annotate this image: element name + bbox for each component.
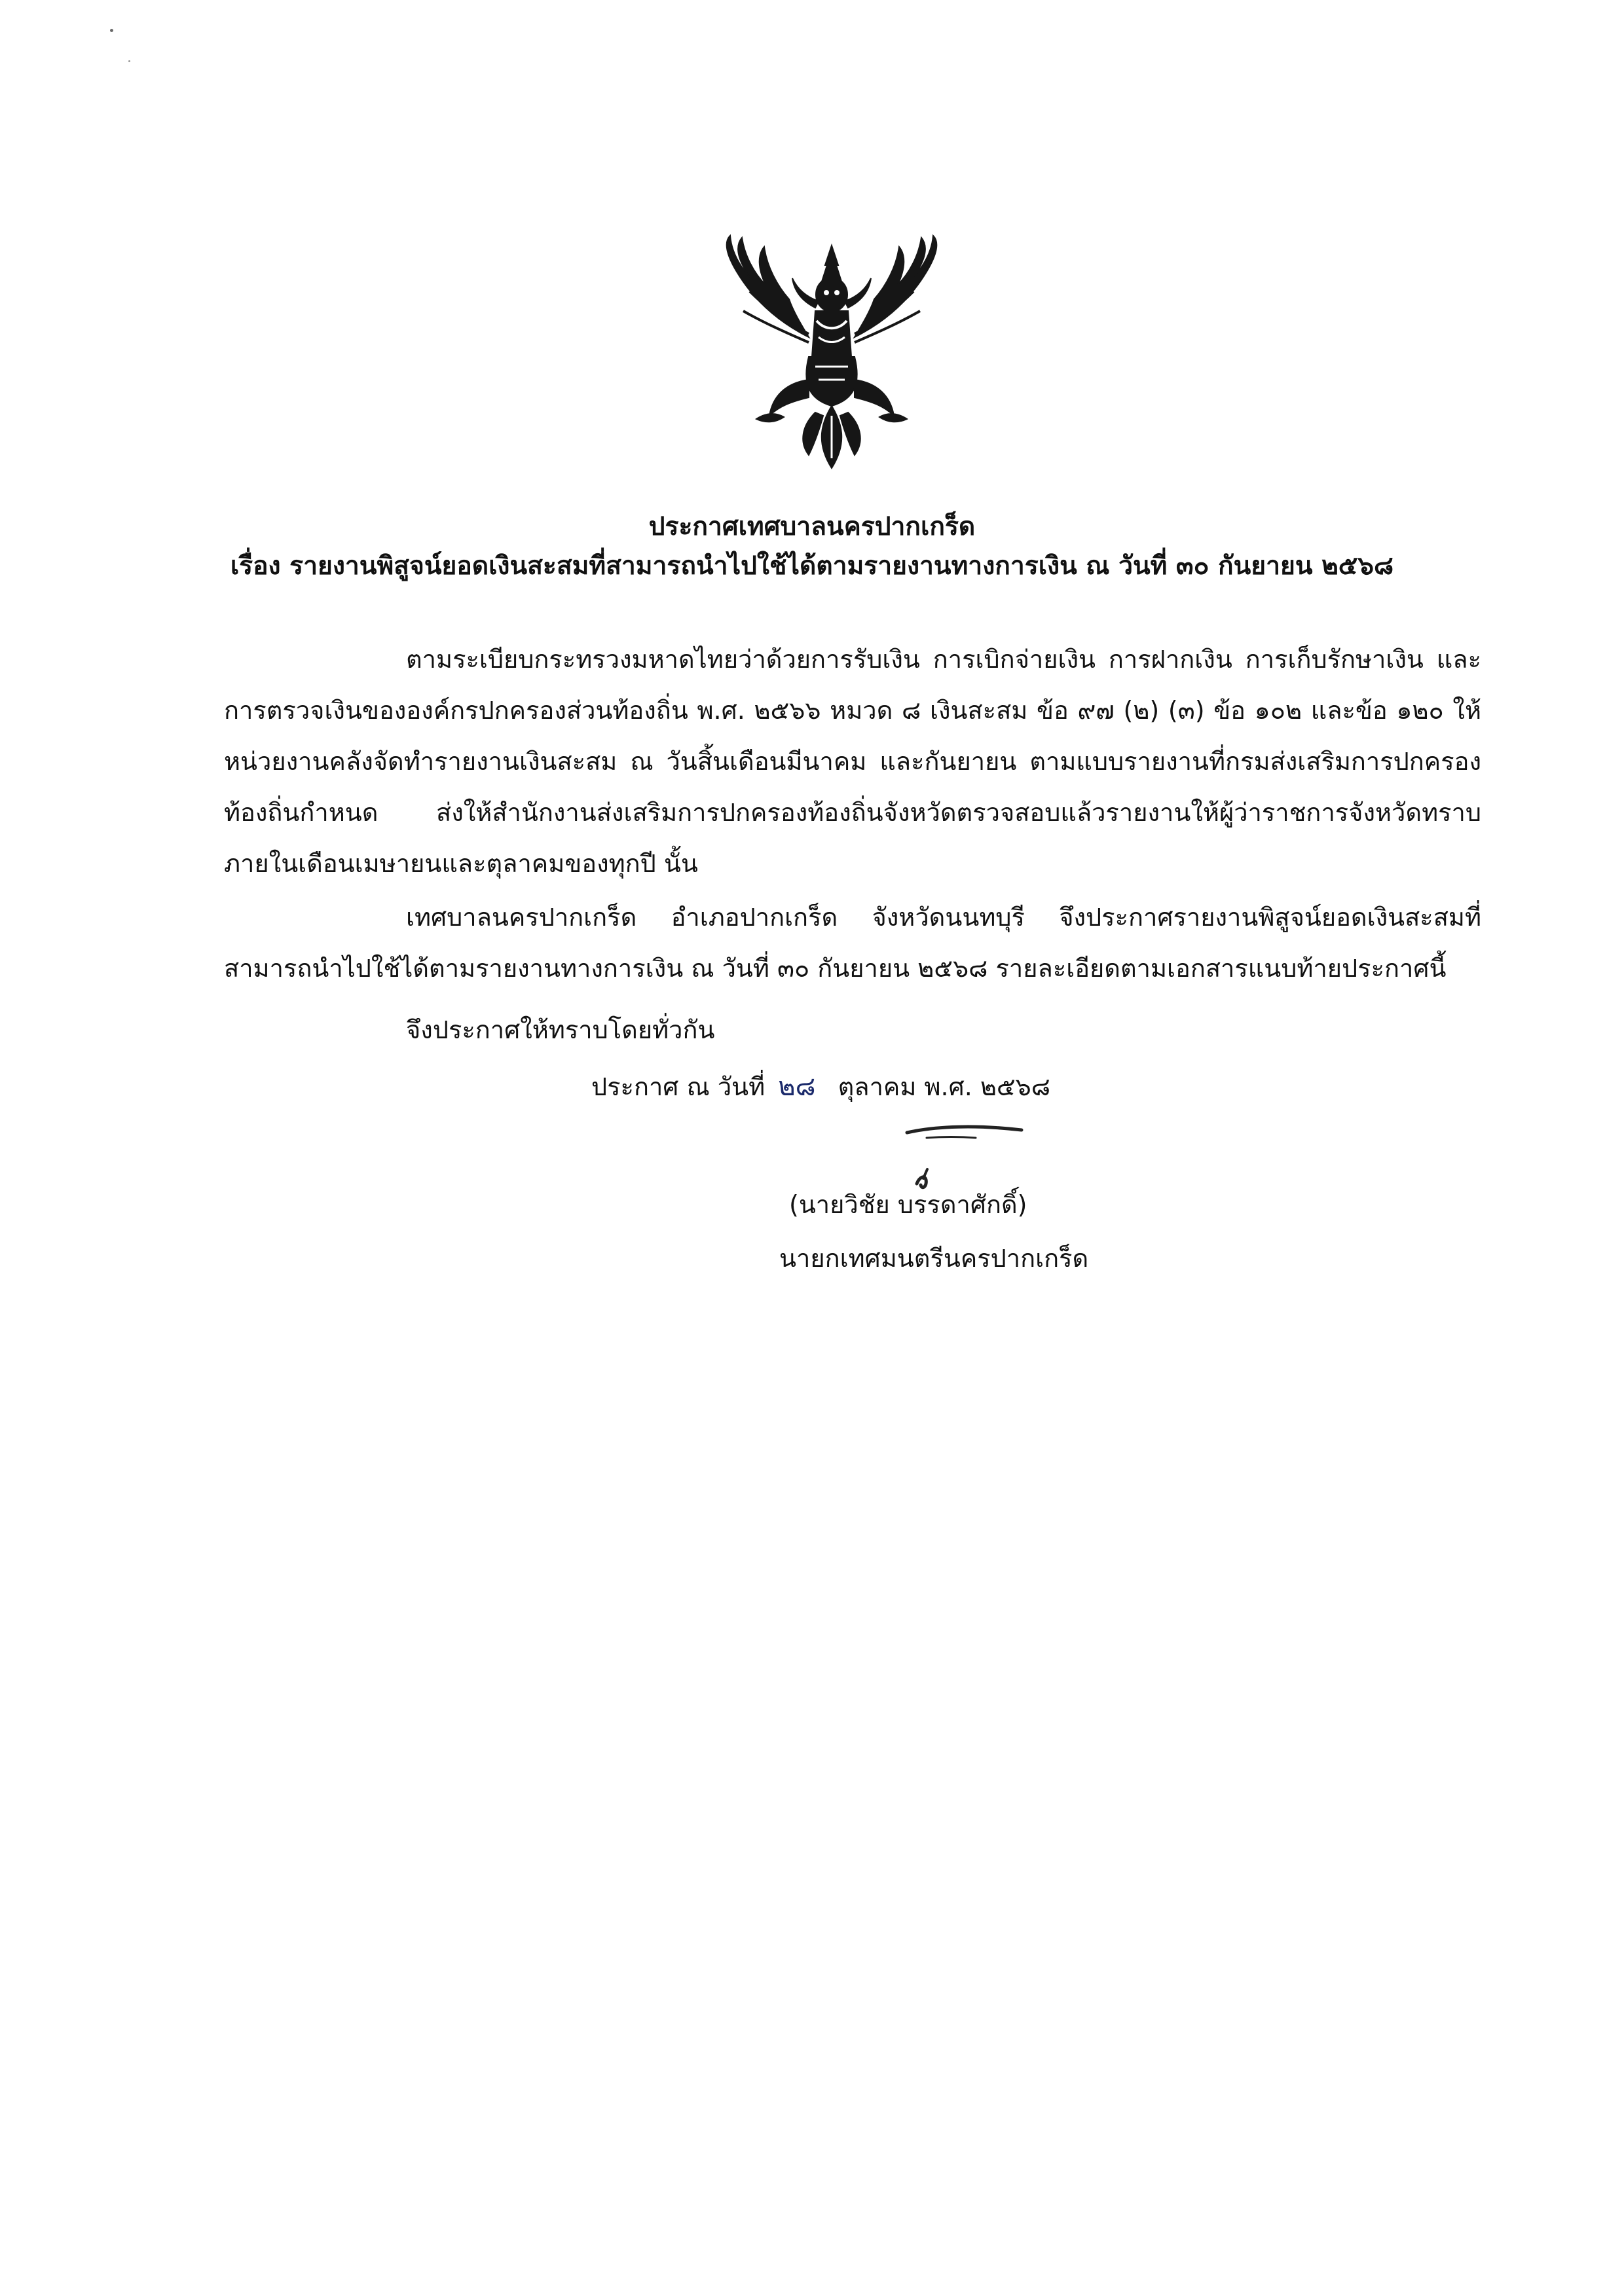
signer-position: นายกเทศมนตรีนครปากเกร็ด xyxy=(779,1244,1089,1273)
signature-mark xyxy=(897,1106,1094,1198)
date-day-handwritten: ๒๘ xyxy=(778,1072,816,1102)
announcement-header: ประกาศเทศบาลนครปากเกร็ด xyxy=(648,512,976,541)
date-month-year: ตุลาคม พ.ศ. ๒๕๖๘ xyxy=(838,1072,1051,1101)
scan-speck xyxy=(110,29,113,32)
garuda-emblem-icon xyxy=(710,226,953,475)
body-paragraph-2 xyxy=(224,892,1481,994)
body-paragraph-2-text: เทศบาลนครปากเกร็ด อำเภอปากเกร็ด จังหวัดนนทบุรี จึงประกาศรายงานพิสูจน์ยอดเงินสะสมที่สามารถนำไปใช้ได้ตามรายงานทางการเงิน ณ วันที่ ๓๐ กันยายน ๒๕๖๘ รายละเอียดตามเอกสารแนบท้ายประกาศนี้ xyxy=(224,903,1481,983)
date-prefix: ประกาศ ณ วันที่ xyxy=(591,1072,766,1101)
body-paragraph-1 xyxy=(224,634,1481,889)
body-paragraph-1-text: ตามระเบียบกระทรวงมหาดไทยว่าด้วยการรับเงิน การเบิกจ่ายเงิน การฝากเงิน การเก็บรักษาเงิน และการตรวจเงินขององค์กรปกครองส่วนท้องถิ่น พ.ศ. ๒๕๖๖ หมวด ๘ เงินสะสม ข้อ ๙๗ (๒) (๓) ข้อ ๑๐๒ และข้อ ๑๒๐ ให้หน่วยงานคลังจัดทำรายงานเงินสะสม ณ วันสิ้นเดือนมีนาคม และกันยายน ตามแบบรายงานที่กรมส่งเสริมการปกครองท้องถิ่นกำหนด ส่งให้สำนักงานส่งเสริมการปกครองท้องถิ่นจังหวัดตรวจสอบแล้วรายงานให้ผู้ว่าราชการจังหวัดทราบภายในเดือนเมษายนและตุลาคมของทุกปี นั้น xyxy=(224,645,1481,878)
title-block xyxy=(0,507,1624,586)
date-line xyxy=(591,1067,1050,1106)
scan-speck xyxy=(128,60,130,62)
closing-statement: จึงประกาศให้ทราบโดยทั่วกัน xyxy=(406,1015,715,1044)
signer-name: (นายวิชัย บรรดาศักดิ์) xyxy=(789,1190,1027,1219)
announcement-subject: เรื่อง รายงานพิสูจน์ยอดเงินสะสมที่สามารถนำไปใช้ได้ตามรายงานทางการเงิน ณ วันที่ ๓๐ กันยายน ๒๕๖๘ xyxy=(230,551,1394,581)
